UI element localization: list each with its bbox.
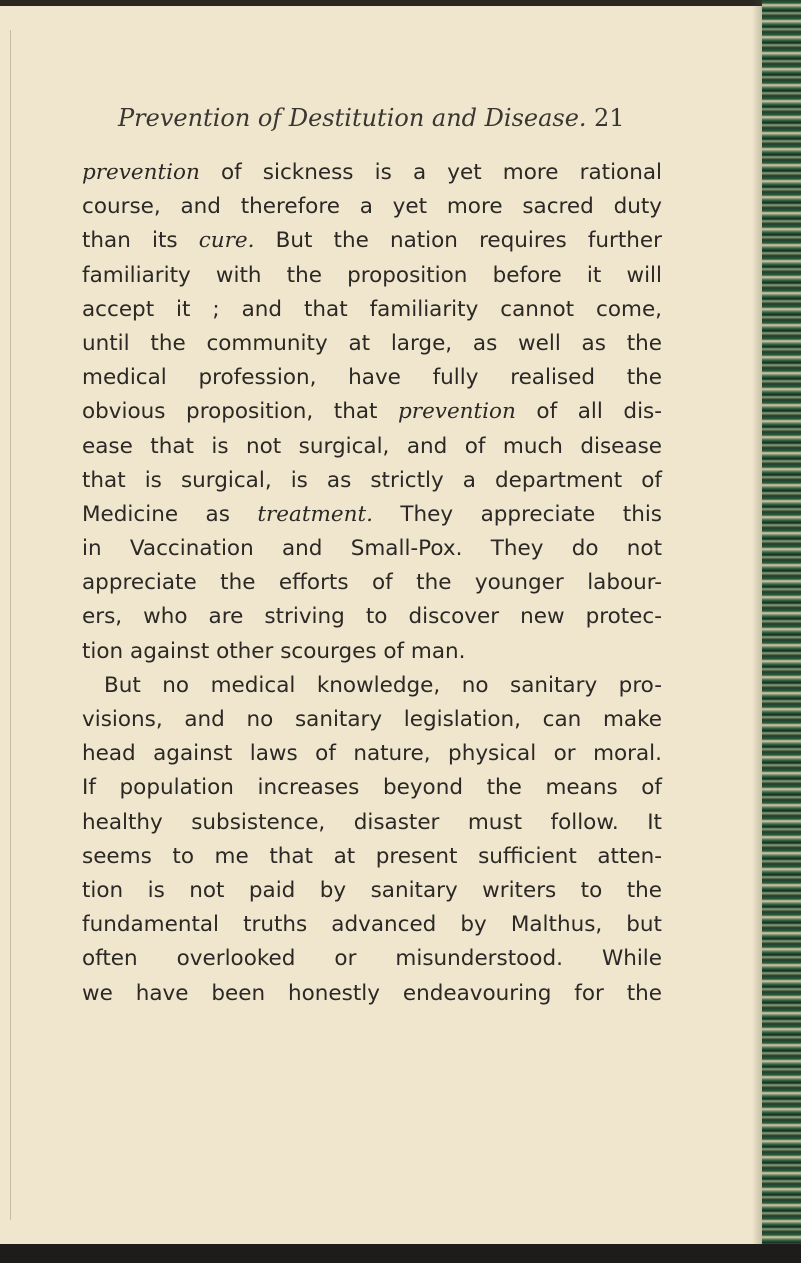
text-line: Medicine as treatment. They appreciate this bbox=[82, 501, 662, 527]
text-line: ease that is not surgical, and of much disease bbox=[82, 433, 662, 459]
page-number: 21 bbox=[594, 104, 625, 132]
text-line: familiarity with the proposition before it will bbox=[82, 262, 662, 288]
text-line: medical profession, have fully realised the bbox=[82, 365, 662, 391]
marbled-book-edge bbox=[762, 0, 801, 1263]
text-line: If population increases beyond the means of bbox=[82, 775, 662, 801]
text-line: appreciate the efforts of the younger labour- bbox=[82, 570, 662, 596]
text-line: tion against other scourges of man. bbox=[82, 638, 466, 664]
text-line: obvious proposition, that prevention of all dis- bbox=[82, 399, 662, 425]
running-head-title: Prevention of Destitution and Disease. bbox=[118, 104, 587, 132]
text-line: that is surgical, is as strictly a department of bbox=[82, 467, 662, 493]
text-line: course, and therefore a yet more sacred duty bbox=[82, 194, 662, 220]
text-line: healthy subsistence, disaster must follow. It bbox=[82, 809, 662, 835]
text-line: tion is not paid by sanitary writers to the bbox=[82, 877, 662, 903]
text-line: we have been honestly endeavouring for the bbox=[82, 980, 662, 1006]
text-line-paragraph-start: But no medical knowledge, no sanitary pro- bbox=[104, 672, 662, 698]
running-head bbox=[118, 104, 638, 144]
page-left-stain bbox=[10, 30, 11, 1220]
text-line: head against laws of nature, physical or moral. bbox=[82, 741, 662, 767]
text-line: in Vaccination and Small-Pox. They do not bbox=[82, 536, 662, 562]
text-line: prevention of sickness is a yet more rational bbox=[82, 160, 662, 185]
body-text bbox=[82, 156, 662, 1011]
text-line: fundamental truths advanced by Malthus, but bbox=[82, 912, 662, 938]
text-line: often overlooked or misunderstood. While bbox=[82, 946, 662, 972]
text-line: visions, and no sanitary legislation, can make bbox=[82, 707, 662, 732]
text-line: seems to me that at present sufficient atten- bbox=[82, 843, 662, 869]
page-bottom-edge bbox=[0, 1244, 801, 1263]
text-line: ers, who are striving to discover new protec- bbox=[82, 604, 662, 630]
page-top-edge bbox=[0, 0, 801, 6]
text-line: until the community at large, as well as the bbox=[82, 330, 662, 356]
text-line: accept it ; and that familiarity cannot come, bbox=[82, 296, 662, 322]
text-line: than its cure. But the nation requires further bbox=[82, 228, 662, 254]
